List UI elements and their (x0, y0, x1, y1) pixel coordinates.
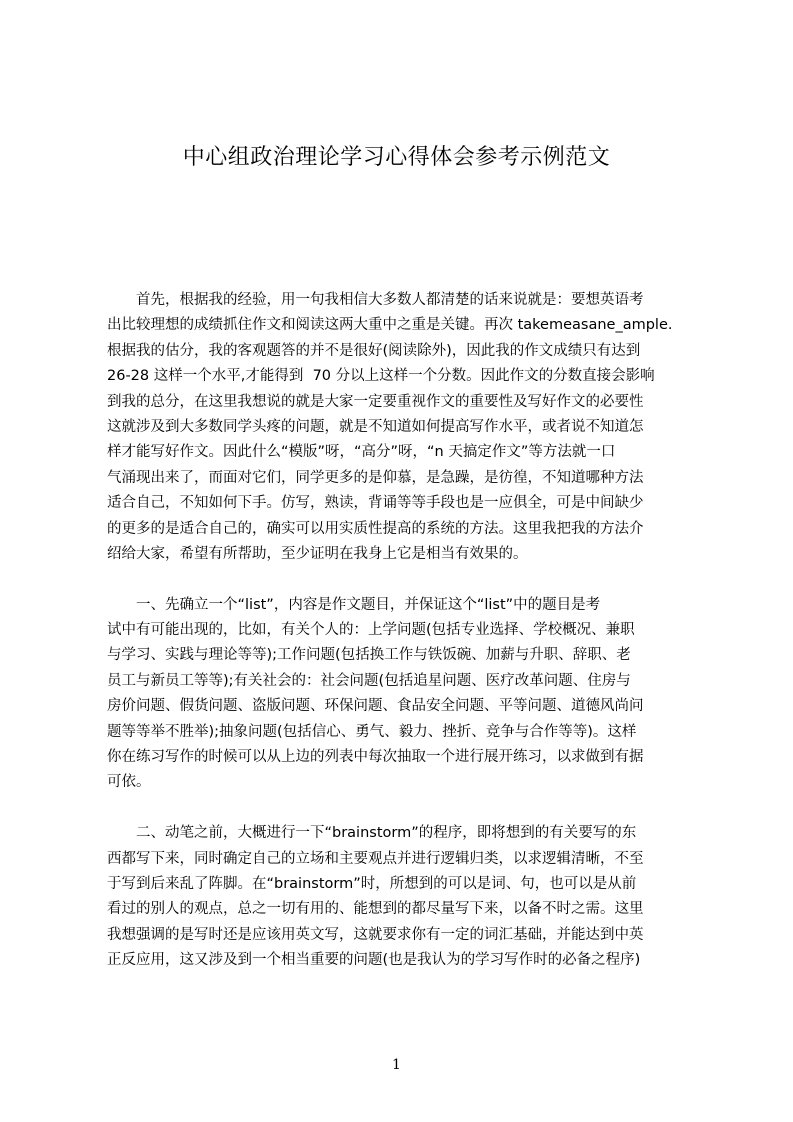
text-line: 气涌现出来了，而面对它们，同学更多的是仰慕，是急躁，是彷徨，不知道哪种方法 (107, 469, 644, 486)
text-line: 房价问题、假货问题、盗版问题、环保问题、食品安全问题、平等问题、道德风尚问 (107, 698, 644, 715)
text-line: 员工与新员工等等);有关社会的：社会问题(包括追星问题、医疗改革问题、住房与 (107, 672, 631, 689)
text-line: 一、先确立一个“list”，内容是作文题目，并保证这个“list”中的题目是考 (107, 596, 601, 613)
document-title: 中心组政治理论学习心得体会参考示例范文 (182, 145, 611, 170)
text-line: 西都写下来，同时确定自己的立场和主要观点并进行逻辑归类，以求逻辑清晰，不至 (107, 850, 644, 867)
text-line: 二、动笔之前，大概进行一下“brainstorm”的程序，即将想到的有关要写的东 (107, 825, 637, 842)
text-line: 于写到后来乱了阵脚。在“brainstorm”时，所想到的可以是词、句，也可以是从前 (107, 875, 637, 892)
text-line: 你在练习写作的时候可以从上边的列表中每次抽取一个进行展开练习，以求做到有据 (107, 749, 644, 766)
paragraph-step-two (107, 821, 699, 973)
text-line: 根据我的估分，我的客观题答的并不是很好(阅读除外)，因此我的作文成绩只有达到 (107, 342, 641, 359)
text-line: 首先，根据我的经验，用一句我相信大多数人都清楚的话来说就是：要想英语考 (107, 292, 644, 308)
text-line: 看过的别人的观点，总之一切有用的、能想到的都尽量写下来，以备不时之需。这里 (107, 901, 644, 918)
text-line: 试中有可能出现的，比如，有关个人的：上学问题(包括专业选择、学校概况、兼职 (107, 622, 635, 639)
text-line: 与学习、实践与理论等等);工作问题(包括换工作与铁饭碗、加薪与升职、辞职、老 (107, 647, 631, 664)
text-line: 26-28 这样一个水平,才能得到 70 分以上这样一个分数。因此作文的分数直接会影响 (107, 368, 655, 385)
text-line: 我想强调的是写时还是应该用英文写，这就要求你有一定的词汇基础，并能达到中英 (107, 926, 644, 943)
paragraph-step-one (107, 593, 699, 796)
text-line: 可依。 (107, 774, 151, 791)
text-line: 的更多的是适合自己的，确实可以用实质性提高的系统的方法。这里我把我的方法介 (107, 520, 644, 537)
text-line: 正反应用，这又涉及到一个相当重要的问题(也是我认为的学习写作时的必备之程序) (107, 952, 641, 969)
text-line: 样才能写好作文。因此什么“模版”呀，“高分”呀，“n 天搞定作文”等方法就一口 (107, 444, 616, 461)
text-line: 到我的总分，在这里我想说的就是大家一定要重视作文的重要性及写好作文的必要性 (107, 393, 644, 410)
text-line: 题等等举不胜举);抽象问题(包括信心、勇气、毅力、挫折、竞争与合作等等)。这样 (107, 723, 637, 740)
page-number: 1 (392, 1057, 401, 1073)
text-line: 适合自己，不知如何下手。仿写，熟读，背诵等等手段也是一应俱全，可是中间缺少 (107, 495, 644, 512)
paragraph-intro (107, 288, 699, 567)
text-line: 出比较理想的成绩抓住作文和阅读这两大重中之重是关键。再次 takemeasane_ample. (107, 317, 673, 334)
text-line: 这就涉及到大多数同学头疼的问题，就是不知道如何提高写作水平，或者说不知道怎 (107, 418, 644, 435)
document-body (107, 288, 699, 999)
text-line: 绍给大家，希望有所帮助，至少证明在我身上它是相当有效果的。 (107, 545, 528, 562)
